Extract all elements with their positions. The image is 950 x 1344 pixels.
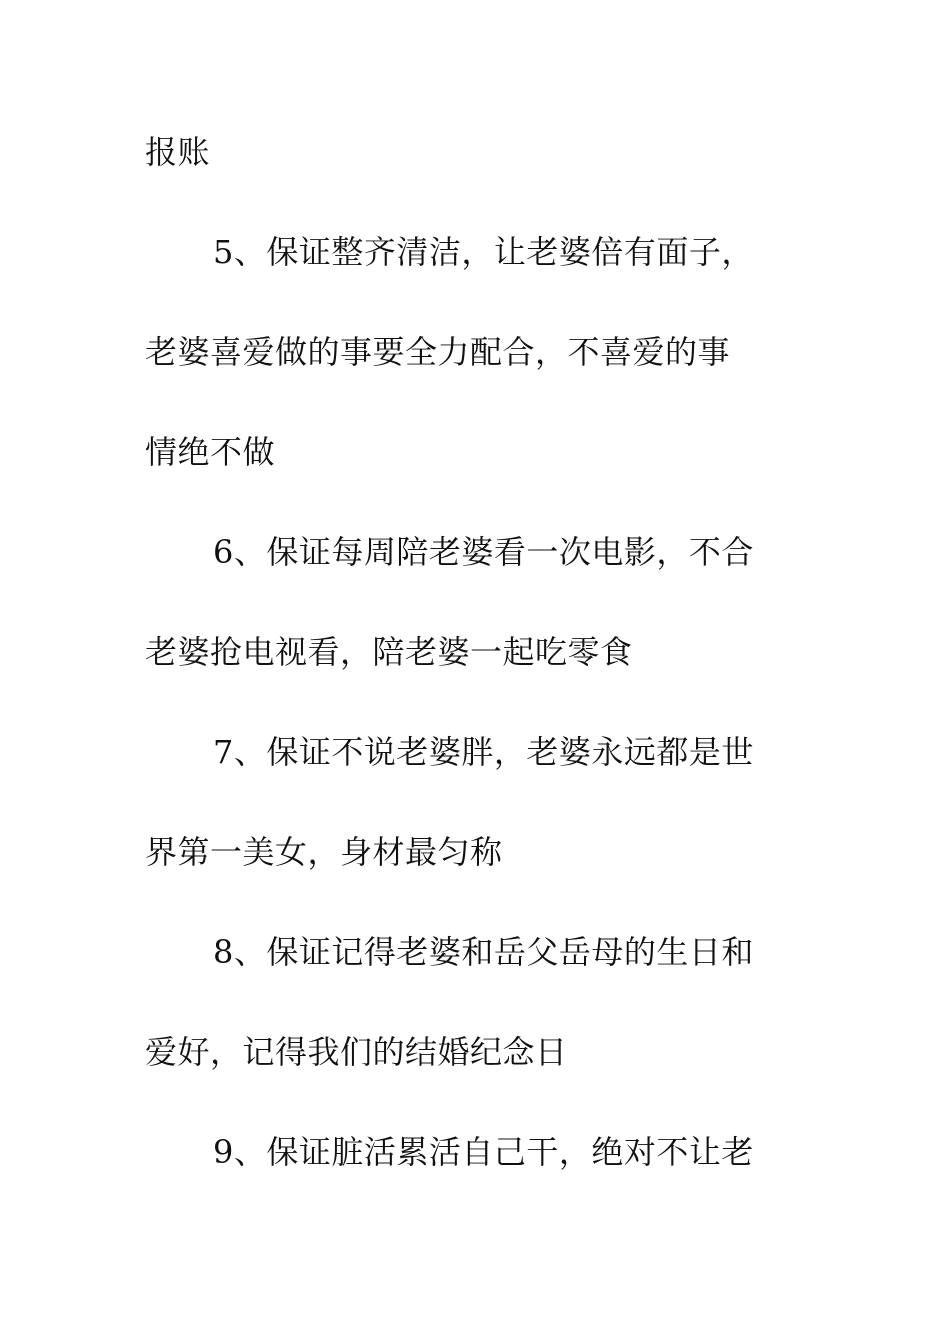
text-line-1: 报账 bbox=[145, 133, 211, 171]
text-line-11: 9、保证脏活累活自己干，绝对不让老 bbox=[213, 1133, 754, 1171]
text-line-7: 7、保证不说老婆胖，老婆永远都是世 bbox=[213, 733, 754, 771]
text-line-9: 8、保证记得老婆和岳父岳母的生日和 bbox=[213, 933, 754, 971]
text-line-3: 老婆喜爱做的事要全力配合，不喜爱的事 bbox=[145, 333, 731, 371]
text-line-6: 老婆抢电视看，陪老婆一起吃零食 bbox=[145, 633, 633, 671]
text-line-2: 5、保证整齐清洁，让老婆倍有面子， bbox=[213, 233, 754, 271]
text-line-5: 6、保证每周陪老婆看一次电影，不合 bbox=[213, 533, 754, 571]
text-line-4: 情绝不做 bbox=[145, 433, 276, 471]
text-line-10: 爱好，记得我们的结婚纪念日 bbox=[145, 1033, 568, 1071]
text-line-8: 界第一美女，身材最匀称 bbox=[145, 833, 503, 871]
